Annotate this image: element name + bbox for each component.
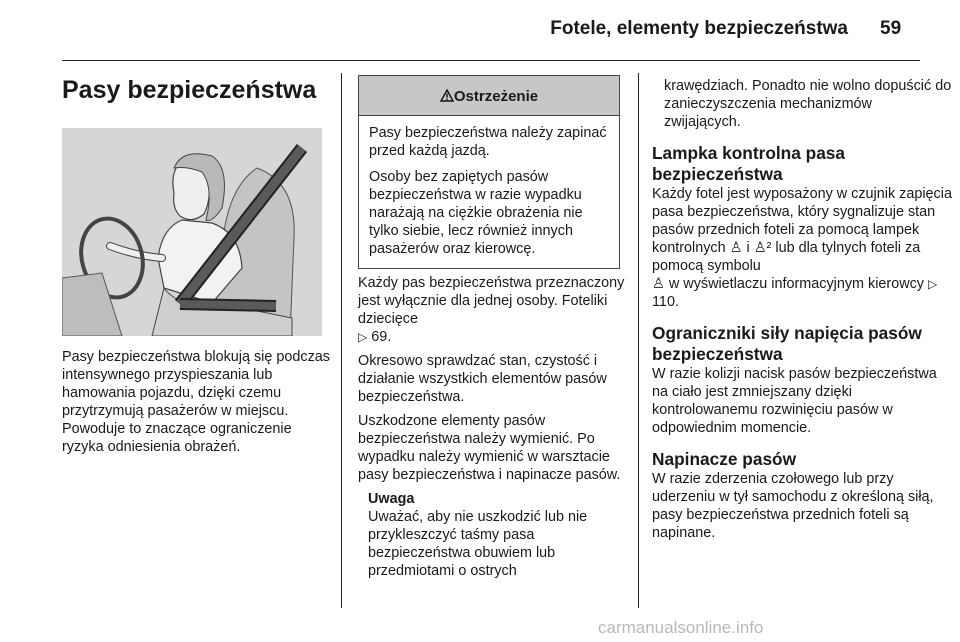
middle-column [358, 274, 628, 580]
watermark: carmanualsonline.info [598, 618, 764, 637]
warning-text: Osoby bez zapiętych pasów bezpieczeństwa w razie wypadku narażają na ciężkie obrażenia nie tylko siebie, lecz również innych pasażerów oraz kierowcę. [369, 169, 583, 257]
cross-reference[interactable] [358, 329, 391, 345]
warning-text: Pasy bezpieczeństwa należy zapinać przed każdą jazdą. [369, 125, 607, 159]
warning-triangle-icon [440, 89, 454, 102]
arrow-icon: ▷ [928, 277, 938, 291]
paragraph: w wyświetlaczu informacyjnym kierowcy [668, 276, 924, 292]
note-text: Uważać, aby nie uszkodzić lub nie przykleszczyć taśmy pasa bezpieczeństwa obuwiem lub przedmiotami o ostrych [368, 509, 588, 579]
seatbelt-symbol-icon: ♙ [652, 276, 665, 292]
column-divider [341, 73, 342, 608]
left-paragraph: Pasy bezpieczeństwa blokują się podczas intensywnego przyspieszania lub hamowania pojazdu, dzięki czemu przytrzymują pasażerów w miejscu. Powoduje to znaczące ograniczenie ryzyka odniesienia obrażeń. [62, 349, 330, 455]
page-number: 59 [880, 18, 902, 39]
column-divider [638, 73, 639, 608]
subsection-title: Lampka kontrolna pasa bezpieczeństwa [652, 143, 846, 184]
warning-box [358, 75, 620, 269]
page-ref: 110. [652, 294, 679, 310]
section-title: Pasy bezpieczeństwa [62, 76, 317, 104]
seatbelt-warning-icon: ♙ [729, 240, 743, 256]
seatbelt-illustration [62, 128, 322, 336]
subsection-title: Ograniczniki siły napięcia pasów bezpieczeństwa [652, 323, 922, 364]
arrow-icon: ▷ [358, 330, 368, 344]
subsection-title: Napinacze pasów [652, 449, 797, 469]
paragraph: Uszkodzone elementy pasów bezpieczeństwa należy wymienić. Po wypadku należy wymienić w warsztacie pasy bezpieczeństwa i napinacze pasów. [358, 413, 621, 483]
warning-title: Ostrzeżenie [453, 88, 539, 105]
right-column [652, 77, 952, 554]
paragraph: W razie zderzenia czołowego lub przy uderzeniu w tył samochodu z określoną siłą, pasy bezpieczeństwa przednich foteli są napinane. [652, 471, 934, 541]
paragraph: Każdy fotel jest wyposażony w czujnik zapięcia pasa bezpieczeństwa, który sygnalizuje stan pasów przednich foteli za pomocą lampek kontrolnych [652, 186, 952, 256]
paragraph: Każdy pas bezpieczeństwa przeznaczony jest wyłącznie dla jednej osoby. Foteliki dziecięce [358, 275, 625, 327]
page-ref: 69. [371, 329, 392, 345]
note-continuation: krawędziach. Ponadto nie wolno dopuścić do zanieczyszczenia mechanizmów zwijających. [664, 78, 952, 130]
note-box [368, 490, 628, 580]
paragraph: W razie kolizji nacisk pasów bezpieczeństwa na ciało jest zmniejszany dzięki kontrolowanemu rozwinięciu pasów w odpowiednim momencie. [652, 366, 937, 436]
running-header-title: Fotele, elementy bezpieczeństwa [550, 18, 848, 39]
paragraph: Okresowo sprawdzać stan, czystość i działanie wszystkich elementów pasów bezpieczeństwa. [358, 353, 607, 405]
note-title: Uwaga [368, 491, 415, 507]
paragraph: lub dla tylnych foteli za pomocą symbolu [652, 240, 921, 274]
header-divider [62, 60, 920, 61]
warning-header [359, 76, 619, 116]
seatbelt-warning-icon-2: ♙² [753, 240, 772, 256]
conjunction: i [746, 240, 750, 256]
